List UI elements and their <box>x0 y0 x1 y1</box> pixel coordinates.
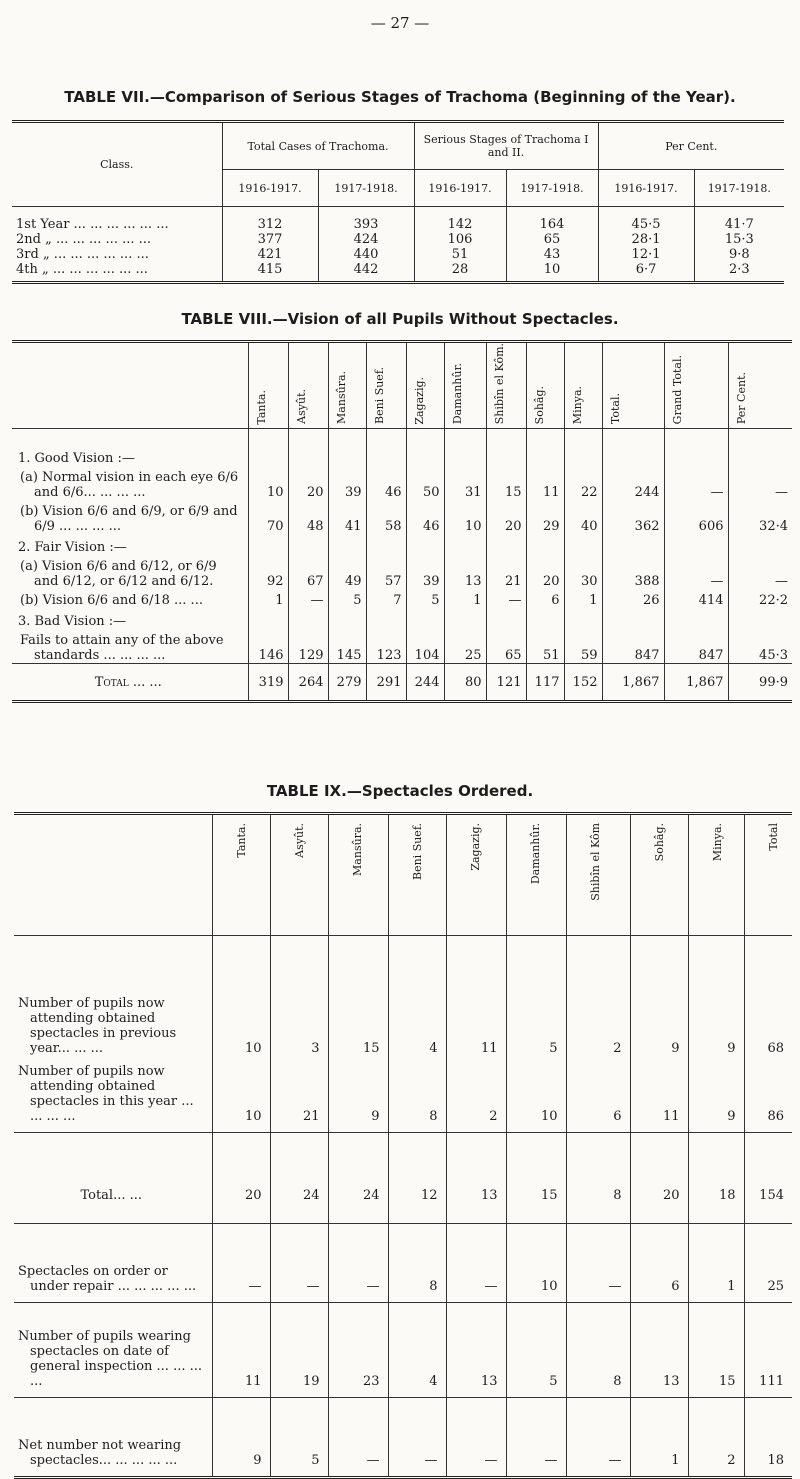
cell-value: 2 <box>446 1064 506 1133</box>
cell-value: 12 <box>388 1133 446 1224</box>
cell-value: 13 <box>444 555 486 589</box>
cell-value <box>288 608 328 629</box>
column-header-text: Zagazig. <box>468 823 482 871</box>
cell-value: 5 <box>506 1303 566 1398</box>
cell-value: 15 <box>688 1303 744 1398</box>
column-header <box>664 342 728 429</box>
cell-value <box>366 429 406 467</box>
cell-value: 847 <box>602 629 664 664</box>
cell-value: 25 <box>744 1224 792 1303</box>
cell-value: 86 <box>744 1064 792 1133</box>
cell-value: 106 <box>414 232 506 247</box>
column-header <box>444 342 486 429</box>
row-label: Net number not wearing spectacles... ... ... ... ... <box>14 1398 212 1478</box>
column-header <box>566 814 630 936</box>
page-number: — 27 — <box>370 14 430 32</box>
cell-value: 24 <box>270 1133 328 1224</box>
column-header-text: Zagazig. <box>412 376 426 425</box>
cell-value: 9 <box>688 936 744 1065</box>
cell-value: 46 <box>366 466 406 500</box>
cell-value: 5 <box>270 1398 328 1478</box>
table-row <box>12 262 784 283</box>
cell-value <box>248 608 288 629</box>
cell-value: 279 <box>328 664 366 702</box>
cell-value: 13 <box>446 1303 506 1398</box>
cell-value: 440 <box>318 247 414 262</box>
cell-value: 46 <box>406 500 444 534</box>
cell-value: 264 <box>288 664 328 702</box>
cell-value: 65 <box>486 629 526 664</box>
table-row <box>12 247 784 262</box>
cell-value <box>526 608 564 629</box>
column-header <box>564 342 602 429</box>
cell-value: 41 <box>328 500 366 534</box>
table-row <box>14 1064 792 1133</box>
cell-value: 2·3 <box>694 262 784 283</box>
cell-value <box>664 429 728 467</box>
cell-value: 6 <box>566 1064 630 1133</box>
cell-value: 442 <box>318 262 414 283</box>
cell-value: 22·2 <box>728 589 792 608</box>
table8-header-row <box>12 342 792 429</box>
cell-value: 104 <box>406 629 444 664</box>
row-label: Number of pupils wearing spectacles on date of general inspection ... ... ... ... <box>14 1303 212 1398</box>
cell-value: 13 <box>446 1133 506 1224</box>
cell-value: — <box>328 1224 388 1303</box>
cell-value: — <box>288 589 328 608</box>
cell-value: 606 <box>664 500 728 534</box>
cell-value: 39 <box>406 555 444 589</box>
column-header <box>388 814 446 936</box>
cell-value: 9 <box>630 936 688 1065</box>
column-header-text: Mansûra. <box>334 371 348 425</box>
cell-value: 5 <box>328 589 366 608</box>
cell-value: 11 <box>212 1303 270 1398</box>
cell-value: 58 <box>366 500 406 534</box>
column-header <box>270 814 328 936</box>
cell-value: 25 <box>444 629 486 664</box>
table-row <box>12 429 792 467</box>
cell-value: — <box>728 466 792 500</box>
cell-value <box>328 534 366 555</box>
cell-value: 15 <box>506 1133 566 1224</box>
table-row <box>14 1303 792 1398</box>
table-row <box>12 466 792 500</box>
column-header-text: Asyût. <box>294 389 308 425</box>
cell-value: 45·5 <box>598 207 694 233</box>
row-label: (b) Vision 6/6 and 6/18 ... ... <box>20 593 203 609</box>
cell-value <box>564 534 602 555</box>
cell-value <box>444 608 486 629</box>
cell-value: 20 <box>526 555 564 589</box>
cell-value: 111 <box>744 1303 792 1398</box>
cell-value: 6 <box>630 1224 688 1303</box>
column-header-text: Sohâg. <box>532 385 546 425</box>
cell-value: 21 <box>270 1064 328 1133</box>
cell-value: 8 <box>566 1303 630 1398</box>
cell-value: 1,867 <box>602 664 664 702</box>
cell-value: — <box>566 1398 630 1478</box>
cell-value: 30 <box>564 555 602 589</box>
year-header: 1917-1918. <box>694 170 784 207</box>
cell-value: 319 <box>248 664 288 702</box>
column-header-text: Minya. <box>710 823 724 862</box>
column-header <box>328 814 388 936</box>
cell-value: 68 <box>744 936 792 1065</box>
cell-value <box>288 534 328 555</box>
cell-value: 5 <box>406 589 444 608</box>
column-header-text: Mansûra. <box>350 823 364 876</box>
cell-value: 10 <box>506 1224 566 1303</box>
row-label: 3rd „ ... ... ... ... ... ... <box>16 247 149 262</box>
year-header: 1916-1917. <box>598 170 694 207</box>
cell-value <box>486 429 526 467</box>
cell-value: 29 <box>526 500 564 534</box>
cell-value: — <box>270 1224 328 1303</box>
cell-value: 11 <box>526 466 564 500</box>
cell-value: 59 <box>564 629 602 664</box>
cell-value <box>486 608 526 629</box>
column-header-text: Grand Total. <box>670 354 684 425</box>
cell-value <box>328 608 366 629</box>
cell-value: 10 <box>212 936 270 1065</box>
cell-value: — <box>446 1224 506 1303</box>
cell-value: 19 <box>270 1303 328 1398</box>
table-row <box>12 500 792 534</box>
cell-value: 70 <box>248 500 288 534</box>
table-row <box>12 207 784 233</box>
table7-serious-header: Serious Stages of Trachoma I and II. <box>414 122 598 170</box>
cell-value <box>366 608 406 629</box>
column-header-text: Sohâg. <box>652 823 666 862</box>
cell-value <box>444 534 486 555</box>
row-label: 2nd „ ... ... ... ... ... ... <box>16 232 152 247</box>
row-label: (a) Normal vision in each eye 6/6 and 6/6... ... ... ... <box>20 470 239 501</box>
cell-value: 7 <box>366 589 406 608</box>
cell-value: 45·3 <box>728 629 792 664</box>
cell-value <box>406 534 444 555</box>
cell-value: 51 <box>526 629 564 664</box>
table7-class-header: Class. <box>12 122 222 207</box>
cell-value: 4 <box>388 1303 446 1398</box>
row-label: 1st Year ... ... ... ... ... ... <box>16 217 169 232</box>
cell-value <box>602 534 664 555</box>
cell-value: — <box>728 555 792 589</box>
cell-value: 11 <box>446 936 506 1065</box>
year-header: 1917-1918. <box>318 170 414 207</box>
cell-value: 41·7 <box>694 207 784 233</box>
column-header-text: Damanhûr. <box>450 363 464 425</box>
table-row <box>14 936 792 1065</box>
cell-value: 8 <box>388 1064 446 1133</box>
cell-value: 1 <box>248 589 288 608</box>
cell-value: 1 <box>564 589 602 608</box>
cell-value: 154 <box>744 1133 792 1224</box>
cell-value <box>664 534 728 555</box>
table7 <box>12 120 784 284</box>
cell-value <box>564 429 602 467</box>
cell-value: 99·9 <box>728 664 792 702</box>
cell-value <box>728 429 792 467</box>
column-header <box>630 814 688 936</box>
cell-value: 362 <box>602 500 664 534</box>
cell-value: 145 <box>328 629 366 664</box>
table9-header-row <box>14 814 792 936</box>
cell-value: 847 <box>664 629 728 664</box>
cell-value: 67 <box>288 555 328 589</box>
cell-value: 377 <box>222 232 318 247</box>
cell-value: 4 <box>388 936 446 1065</box>
cell-value: 13 <box>630 1303 688 1398</box>
cell-value <box>728 608 792 629</box>
cell-value: 2 <box>566 936 630 1065</box>
cell-value: 1 <box>630 1398 688 1478</box>
row-label: Number of pupils now attending obtained spectacles in previous year... ... ... <box>18 996 177 1056</box>
column-header <box>446 814 506 936</box>
row-label: Spectacles on order or under repair ... ... ... ... ... <box>14 1224 212 1303</box>
cell-value: 291 <box>366 664 406 702</box>
row-label: (b) Vision 6/6 and 6/9, or 6/9 and 6/9 ... ... ... ... <box>20 504 238 535</box>
table-row <box>12 629 792 664</box>
cell-value: — <box>486 589 526 608</box>
cell-value <box>406 429 444 467</box>
total-row <box>12 664 792 702</box>
cell-value: 129 <box>288 629 328 664</box>
cell-value: — <box>664 466 728 500</box>
cell-value <box>248 429 288 467</box>
column-header-text: Tanta. <box>234 823 248 858</box>
cell-value: 18 <box>688 1133 744 1224</box>
cell-value: 421 <box>222 247 318 262</box>
row-label: 4th „ ... ... ... ... ... ... <box>16 262 148 277</box>
cell-value: 31 <box>444 466 486 500</box>
cell-value: 20 <box>212 1133 270 1224</box>
column-header-text: Tanta. <box>254 389 268 425</box>
table7-title: TABLE VII.—Comparison of Serious Stages of Trachoma (Beginning of the Year). <box>64 88 736 106</box>
cell-value: 20 <box>630 1133 688 1224</box>
column-header <box>728 342 792 429</box>
column-header <box>602 342 664 429</box>
column-header <box>406 342 444 429</box>
row-label: Number of pupils now attending obtained spectacles in this year ... ... ... ... <box>18 1064 194 1124</box>
cell-value: 28 <box>414 262 506 283</box>
cell-value: 80 <box>444 664 486 702</box>
cell-value: 28·1 <box>598 232 694 247</box>
cell-value: 20 <box>486 500 526 534</box>
cell-value: 12·1 <box>598 247 694 262</box>
cell-value: 20 <box>288 466 328 500</box>
cell-value: 9·8 <box>694 247 784 262</box>
cell-value: 57 <box>366 555 406 589</box>
cell-value: 8 <box>566 1133 630 1224</box>
cell-value <box>406 608 444 629</box>
total-label: Total ... ... <box>12 664 248 702</box>
cell-value: 15 <box>486 466 526 500</box>
cell-value: 393 <box>318 207 414 233</box>
column-header <box>328 342 366 429</box>
cell-value: 1 <box>688 1224 744 1303</box>
row-label: 2. Fair Vision :— <box>18 540 127 556</box>
column-header <box>688 814 744 936</box>
cell-value: 26 <box>602 589 664 608</box>
column-header-text: Asyût. <box>292 823 306 858</box>
cell-value: 9 <box>212 1398 270 1478</box>
cell-value: 40 <box>564 500 602 534</box>
table7-total-header: Total Cases of Trachoma. <box>222 122 414 170</box>
cell-value: 65 <box>506 232 598 247</box>
cell-value: 121 <box>486 664 526 702</box>
cell-value: 10 <box>506 1064 566 1133</box>
cell-value: 123 <box>366 629 406 664</box>
cell-value: 146 <box>248 629 288 664</box>
cell-value: 50 <box>406 466 444 500</box>
cell-value: — <box>566 1224 630 1303</box>
row-label: 1. Good Vision :— <box>18 451 135 467</box>
year-header: 1917-1918. <box>506 170 598 207</box>
column-header <box>288 342 328 429</box>
cell-value: 39 <box>328 466 366 500</box>
cell-value: 117 <box>526 664 564 702</box>
cell-value: — <box>664 555 728 589</box>
cell-value <box>328 429 366 467</box>
column-header <box>248 342 288 429</box>
table-row <box>14 1398 792 1478</box>
cell-value: — <box>446 1398 506 1478</box>
cell-value <box>248 534 288 555</box>
cell-value: 8 <box>388 1224 446 1303</box>
cell-value: 23 <box>328 1303 388 1398</box>
cell-value: 424 <box>318 232 414 247</box>
cell-value: 22 <box>564 466 602 500</box>
table-row <box>14 1224 792 1303</box>
column-header-text: Shibîn el Kôm. <box>492 343 506 425</box>
cell-value: 152 <box>564 664 602 702</box>
column-header-text: Total. <box>608 393 622 425</box>
table9 <box>14 812 792 1479</box>
cell-value: 244 <box>406 664 444 702</box>
cell-value: 3 <box>270 936 328 1065</box>
cell-value: 1,867 <box>664 664 728 702</box>
cell-value: — <box>212 1224 270 1303</box>
column-header-text: Damanhûr. <box>528 823 542 885</box>
column-header-text: Beni Suef. <box>410 823 424 880</box>
row-label: Fails to attain any of the above standards ... ... ... ... <box>20 633 224 664</box>
cell-value: 244 <box>602 466 664 500</box>
column-header-text: Minya. <box>570 386 584 425</box>
cell-value: 388 <box>602 555 664 589</box>
table9-title: TABLE IX.—Spectacles Ordered. <box>266 782 534 800</box>
cell-value: 18 <box>744 1398 792 1478</box>
cell-value: 9 <box>328 1064 388 1133</box>
cell-value: 142 <box>414 207 506 233</box>
cell-value: 92 <box>248 555 288 589</box>
cell-value: — <box>388 1398 446 1478</box>
column-header <box>212 814 270 936</box>
table-row <box>12 534 792 555</box>
cell-value <box>664 608 728 629</box>
cell-value <box>564 608 602 629</box>
year-header: 1916-1917. <box>222 170 318 207</box>
column-header-text: Beni Suef. <box>372 367 386 425</box>
table-row <box>14 1133 792 1224</box>
cell-value: 10 <box>248 466 288 500</box>
cell-value: 10 <box>212 1064 270 1133</box>
cell-value <box>444 429 486 467</box>
row-label: Total... ... <box>14 1133 212 1224</box>
column-header-text: Per Cent. <box>734 372 748 425</box>
cell-value: 9 <box>688 1064 744 1133</box>
cell-value: 6·7 <box>598 262 694 283</box>
cell-value <box>602 429 664 467</box>
cell-value: 21 <box>486 555 526 589</box>
table8 <box>12 340 792 703</box>
cell-value <box>486 534 526 555</box>
row-label: 3. Bad Vision :— <box>18 614 127 630</box>
cell-value: 10 <box>506 262 598 283</box>
column-header-text: Shibîn el Kôm <box>588 823 602 901</box>
table-row <box>12 232 784 247</box>
cell-value <box>288 429 328 467</box>
cell-value: — <box>506 1398 566 1478</box>
cell-value <box>366 534 406 555</box>
cell-value <box>526 429 564 467</box>
cell-value: 415 <box>222 262 318 283</box>
cell-value <box>602 608 664 629</box>
cell-value: — <box>328 1398 388 1478</box>
cell-value: 15 <box>328 936 388 1065</box>
cell-value: 414 <box>664 589 728 608</box>
cell-value: 15·3 <box>694 232 784 247</box>
cell-value: 1 <box>444 589 486 608</box>
cell-value: 49 <box>328 555 366 589</box>
column-header <box>486 342 526 429</box>
cell-value: 11 <box>630 1064 688 1133</box>
cell-value: 43 <box>506 247 598 262</box>
table-row <box>12 555 792 589</box>
cell-value: 164 <box>506 207 598 233</box>
cell-value: 2 <box>688 1398 744 1478</box>
column-header <box>526 342 564 429</box>
cell-value: 24 <box>328 1133 388 1224</box>
column-header <box>366 342 406 429</box>
cell-value <box>526 534 564 555</box>
cell-value: 51 <box>414 247 506 262</box>
table7-percent-header: Per Cent. <box>598 122 784 170</box>
table8-title: TABLE VIII.—Vision of all Pupils Without Spectacles. <box>181 310 619 328</box>
cell-value <box>728 534 792 555</box>
column-header-text: Total <box>766 823 780 851</box>
row-label: (a) Vision 6/6 and 6/12, or 6/9 and 6/12, or 6/12 and 6/12. <box>20 559 217 590</box>
column-header <box>744 814 792 936</box>
table-row <box>12 589 792 608</box>
table-row <box>12 608 792 629</box>
cell-value: 312 <box>222 207 318 233</box>
cell-value: 32·4 <box>728 500 792 534</box>
cell-value: 10 <box>444 500 486 534</box>
cell-value: 6 <box>526 589 564 608</box>
cell-value: 48 <box>288 500 328 534</box>
cell-value: 5 <box>506 936 566 1065</box>
column-header <box>506 814 566 936</box>
year-header: 1916-1917. <box>414 170 506 207</box>
